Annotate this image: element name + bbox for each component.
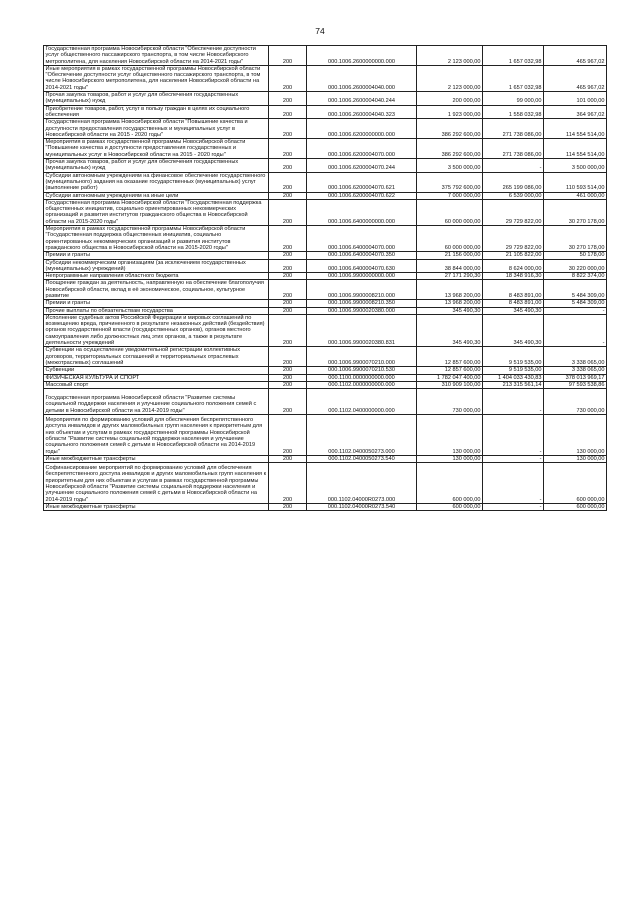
row-remainder-cell: 378 013 969,17 <box>544 374 607 381</box>
row-type-cell: 200 <box>269 65 307 91</box>
row-plan-cell: 60 000 000,00 <box>417 226 483 252</box>
row-type-cell: 200 <box>269 159 307 173</box>
row-type-cell: 200 <box>269 347 307 367</box>
row-executed-cell: 6 539 000,00 <box>483 192 544 199</box>
row-executed-cell: - <box>483 415 544 456</box>
table-row <box>44 46 607 66</box>
row-type-cell: 200 <box>269 46 307 66</box>
row-name-cell: Субсидии некоммерческим организациям (за исключением государственных (муниципальных) учреждений) <box>44 259 269 273</box>
row-code-cell: 000.1006.6200004070.622 <box>307 192 417 199</box>
row-plan-cell: 12 857 600,00 <box>417 367 483 374</box>
row-remainder-cell: 130 000,00 <box>544 415 607 456</box>
row-executed-cell: 18 348 916,30 <box>483 273 544 280</box>
row-plan-cell: 386 292 600,00 <box>417 139 483 159</box>
row-plan-cell: 2 123 000,00 <box>417 46 483 66</box>
row-remainder-cell: - <box>544 314 607 346</box>
row-code-cell: 000.1006.9900000000.000 <box>307 273 417 280</box>
page-number: 74 <box>315 26 325 36</box>
row-name-cell: Прочая закупка товаров, работ и услуг для обеспечения государственных (муниципальных) нужд <box>44 159 269 173</box>
row-plan-cell: 60 000 000,00 <box>417 199 483 225</box>
row-remainder-cell: 101 000,00 <box>544 92 607 106</box>
table-row <box>44 455 607 462</box>
row-name-cell: Премии и гранты <box>44 252 269 259</box>
row-remainder-cell: - <box>544 307 607 314</box>
row-name-cell: Приобретение товаров, работ, услуг в пользу граждан в целях их социального обеспечения <box>44 105 269 119</box>
row-code-cell: 000.1006.6200004070.621 <box>307 172 417 192</box>
row-plan-cell: 7 000 000,00 <box>417 192 483 199</box>
row-executed-cell: - <box>483 159 544 173</box>
row-plan-cell: 27 171 290,30 <box>417 273 483 280</box>
row-type-cell: 200 <box>269 192 307 199</box>
row-plan-cell: 2 123 000,00 <box>417 65 483 91</box>
row-plan-cell: 21 156 000,00 <box>417 252 483 259</box>
row-remainder-cell: 30 270 178,00 <box>544 199 607 225</box>
row-executed-cell: 9 519 535,00 <box>483 347 544 367</box>
row-executed-cell: 271 738 086,00 <box>483 139 544 159</box>
row-remainder-cell: 30 270 178,00 <box>544 226 607 252</box>
row-remainder-cell: 30 220 000,00 <box>544 259 607 273</box>
row-type-cell: 200 <box>269 307 307 314</box>
table-row <box>44 415 607 456</box>
row-plan-cell: 375 792 600,00 <box>417 172 483 192</box>
row-code-cell: 000.1006.2600004040.244 <box>307 92 417 106</box>
row-executed-cell: 1 558 032,98 <box>483 105 544 119</box>
row-remainder-cell: 50 178,00 <box>544 252 607 259</box>
row-executed-cell: 1 404 033 430,83 <box>483 374 544 381</box>
row-plan-cell: 1 782 047 400,00 <box>417 374 483 381</box>
row-type-cell: 200 <box>269 300 307 307</box>
table-row <box>44 347 607 367</box>
row-executed-cell: 1 657 032,98 <box>483 46 544 66</box>
row-name-cell: Субсидии автономным учреждениям на финансовое обеспечение государственного (муниципального) задания на оказание государственных (муниципальных) услуг (выполнение работ) <box>44 172 269 192</box>
row-name-cell: Софинансирование мероприятий по формированию условий для обеспечения беспрепятственного доступа инвалидов и других маломобильных групп населения к приоритетным для них объектам и услугам в рамках государственной программы Новосибирской области "Развитие системы социальной поддержки населения и улучшение социального положения семей с детьми в Новосибирской области на 2014-2019 годы" <box>44 463 269 504</box>
row-type-cell: 200 <box>269 389 307 415</box>
row-name-cell: Исполнение судебных актов Российской Федерации и мировых соглашений по возмещению вреда, причиненного в результате незаконных действий (бездействия) органов государственной власти (государственных органов), органов местного самоуправления либо должностных лиц этих органов, а также в результате деятельности учреждений <box>44 314 269 346</box>
row-plan-cell: 13 968 200,00 <box>417 280 483 300</box>
table-row <box>44 119 607 139</box>
row-name-cell: Массовый спорт <box>44 381 269 388</box>
row-name-cell: Мероприятия в рамках государственной программы Новосибирской области "Повышение качества и доступности предоставления государственных и муниципальных услуг в Новосибирской области на 2015 - 2020 годы" <box>44 139 269 159</box>
row-type-cell: 200 <box>269 314 307 346</box>
table-row <box>44 381 607 388</box>
row-code-cell: 000.1006.6400000000.000 <box>307 199 417 225</box>
row-executed-cell: 99 000,00 <box>483 92 544 106</box>
row-code-cell: 000.1102.0000000000.000 <box>307 381 417 388</box>
row-code-cell: 000.1006.9900020380.000 <box>307 307 417 314</box>
row-name-cell: Субвенции <box>44 367 269 374</box>
row-remainder-cell: 3 338 065,00 <box>544 367 607 374</box>
row-remainder-cell: 114 554 514,00 <box>544 119 607 139</box>
table-row <box>44 374 607 381</box>
row-code-cell: 000.1006.2600004040.000 <box>307 65 417 91</box>
row-code-cell: 000.1006.6200004070.000 <box>307 139 417 159</box>
row-name-cell: Иные межбюджетные трансферты <box>44 455 269 462</box>
row-plan-cell: 386 292 600,00 <box>417 119 483 139</box>
row-name-cell: Прочая закупка товаров, работ и услуг для обеспечения государственных (муниципальных) нужд <box>44 92 269 106</box>
row-name-cell: Государственная программа Новосибирской области "Государственная поддержка общественных инициатив, социально ориентированных некоммерческих организаций и развития институтов гражданского общества в Новосибирской области на 2015-2020 годы" <box>44 199 269 225</box>
row-remainder-cell: 130 000,00 <box>544 455 607 462</box>
row-remainder-cell: 461 000,00 <box>544 192 607 199</box>
row-code-cell: 000.1006.9900008210.000 <box>307 280 417 300</box>
row-remainder-cell: 114 554 514,00 <box>544 139 607 159</box>
table-row <box>44 314 607 346</box>
row-executed-cell: 8 483 891,00 <box>483 300 544 307</box>
row-code-cell: 000.1102.0400050273.000 <box>307 415 417 456</box>
row-name-cell: Премии и гранты <box>44 300 269 307</box>
row-executed-cell: - <box>483 463 544 504</box>
table-row <box>44 172 607 192</box>
row-code-cell: 000.1006.6400004070.350 <box>307 252 417 259</box>
row-code-cell: 000.1006.2600000000.000 <box>307 46 417 66</box>
table-row <box>44 280 607 300</box>
row-type-cell: 200 <box>269 280 307 300</box>
row-type-cell: 200 <box>269 503 307 510</box>
row-code-cell: 000.1006.6200004070.244 <box>307 159 417 173</box>
budget-table <box>43 45 607 511</box>
row-plan-cell: 600 000,00 <box>417 503 483 510</box>
row-code-cell: 000.1006.6400004070.000 <box>307 226 417 252</box>
row-name-cell: Прочие выплаты по обязательствам государства <box>44 307 269 314</box>
row-code-cell: 000.1102.0400050273.540 <box>307 455 417 462</box>
row-name-cell: Мероприятия по формированию условий для обеспечения беспрепятственного доступа инвалидов и других маломобильных групп населения к приоритетным для них объектам и услугам в рамках государственной программы Новосибирской области "Развитие системы социальной поддержки населения и улучшение социального положения семей с детьми в Новосибирской области на 2014-2019 годы" <box>44 415 269 456</box>
row-code-cell: 000.1102.04000R0273.540 <box>307 503 417 510</box>
table-row <box>44 503 607 510</box>
budget-table-body <box>44 46 607 511</box>
row-remainder-cell: 5 484 309,00 <box>544 280 607 300</box>
row-executed-cell: - <box>483 503 544 510</box>
row-remainder-cell: 465 967,02 <box>544 46 607 66</box>
row-name-cell: Государственная программа Новосибирской области "Развитие системы социальной поддержки населения и улучшение социального положения семей с детьми в Новосибирской области на 2014-2019 годы" <box>44 389 269 415</box>
row-type-cell: 200 <box>269 463 307 504</box>
row-plan-cell: 130 000,00 <box>417 415 483 456</box>
row-executed-cell: 213 315 561,14 <box>483 381 544 388</box>
row-name-cell: Субсидии автономным учреждениям на иные цели <box>44 192 269 199</box>
row-type-cell: 200 <box>269 367 307 374</box>
row-remainder-cell: 3 338 065,00 <box>544 347 607 367</box>
row-type-cell: 200 <box>269 105 307 119</box>
row-code-cell: 000.1006.6400004070.630 <box>307 259 417 273</box>
row-plan-cell: 12 857 600,00 <box>417 347 483 367</box>
row-executed-cell: 8 483 891,00 <box>483 280 544 300</box>
row-name-cell: Иные мероприятия в рамках государственной программы Новосибирской области "Обеспечение доступности услуг общественного пассажирского транспорта, в том числе Новосибирского метрополитена, для населения Новосибирской области на 2014-2021 годы" <box>44 65 269 91</box>
row-remainder-cell: 3 500 000,00 <box>544 159 607 173</box>
table-row <box>44 463 607 504</box>
row-plan-cell: 13 968 200,00 <box>417 300 483 307</box>
table-row <box>44 252 607 259</box>
row-type-cell: 200 <box>269 415 307 456</box>
row-remainder-cell: 465 967,02 <box>544 65 607 91</box>
row-name-cell: Субвенции на осуществление уведомительной регистрации коллективных договоров, территориальных соглашений и территориальных отраслевых (межотраслевых) соглашений <box>44 347 269 367</box>
row-remainder-cell: 5 484 309,00 <box>544 300 607 307</box>
row-name-cell: ФИЗИЧЕСКАЯ КУЛЬТУРА И СПОРТ <box>44 374 269 381</box>
table-row <box>44 300 607 307</box>
row-type-cell: 200 <box>269 139 307 159</box>
row-executed-cell: - <box>483 455 544 462</box>
table-row <box>44 226 607 252</box>
table-row <box>44 105 607 119</box>
row-name-cell: Иные межбюджетные трансферты <box>44 503 269 510</box>
row-type-cell: 200 <box>269 226 307 252</box>
row-name-cell: Государственная программа Новосибирской области "Повышение качества и доступности предоставления государственных и муниципальных услуг в Новосибирской области на 2015 - 2020 годы" <box>44 119 269 139</box>
row-plan-cell: 1 923 000,00 <box>417 105 483 119</box>
row-type-cell: 200 <box>269 381 307 388</box>
table-row <box>44 192 607 199</box>
table-row <box>44 389 607 415</box>
row-remainder-cell: 97 593 538,86 <box>544 381 607 388</box>
row-plan-cell: 38 844 000,00 <box>417 259 483 273</box>
row-executed-cell: - <box>483 389 544 415</box>
row-type-cell: 200 <box>269 92 307 106</box>
table-row <box>44 159 607 173</box>
row-executed-cell: 345 490,30 <box>483 314 544 346</box>
row-type-cell: 200 <box>269 259 307 273</box>
row-remainder-cell: 8 822 374,00 <box>544 273 607 280</box>
table-row <box>44 199 607 225</box>
row-remainder-cell: 730 000,00 <box>544 389 607 415</box>
row-code-cell: 000.1006.9900020380.831 <box>307 314 417 346</box>
row-executed-cell: 1 657 032,98 <box>483 65 544 91</box>
row-executed-cell: 8 624 000,00 <box>483 259 544 273</box>
row-plan-cell: 730 000,00 <box>417 389 483 415</box>
row-plan-cell: 345 490,30 <box>417 307 483 314</box>
row-type-cell: 200 <box>269 455 307 462</box>
row-executed-cell: 345 490,30 <box>483 307 544 314</box>
row-remainder-cell: 600 000,00 <box>544 463 607 504</box>
row-code-cell: 000.1102.04000R0273.000 <box>307 463 417 504</box>
table-row <box>44 259 607 273</box>
row-executed-cell: 29 729 822,00 <box>483 226 544 252</box>
row-type-cell: 200 <box>269 273 307 280</box>
row-code-cell: 000.1006.9900070210.530 <box>307 367 417 374</box>
row-code-cell: 000.1006.6200000000.000 <box>307 119 417 139</box>
row-plan-cell: 130 000,00 <box>417 455 483 462</box>
row-plan-cell: 200 000,00 <box>417 92 483 106</box>
row-type-cell: 200 <box>269 199 307 225</box>
row-code-cell: 000.1006.9900008210.350 <box>307 300 417 307</box>
row-executed-cell: 265 199 086,00 <box>483 172 544 192</box>
row-code-cell: 000.1006.9900070210.000 <box>307 347 417 367</box>
row-type-cell: 200 <box>269 172 307 192</box>
table-row <box>44 273 607 280</box>
row-type-cell: 200 <box>269 119 307 139</box>
row-remainder-cell: 364 967,02 <box>544 105 607 119</box>
table-row <box>44 92 607 106</box>
row-executed-cell: 29 729 822,00 <box>483 199 544 225</box>
row-plan-cell: 345 490,30 <box>417 314 483 346</box>
table-row <box>44 367 607 374</box>
row-executed-cell: 21 105 822,00 <box>483 252 544 259</box>
row-code-cell: 000.1006.2600004040.323 <box>307 105 417 119</box>
row-code-cell: 000.1100.0000000000.000 <box>307 374 417 381</box>
row-plan-cell: 600 000,00 <box>417 463 483 504</box>
table-row <box>44 139 607 159</box>
row-remainder-cell: 110 593 514,00 <box>544 172 607 192</box>
table-row <box>44 65 607 91</box>
row-name-cell: Непрограммные направления областного бюджета <box>44 273 269 280</box>
row-plan-cell: 3 500 000,00 <box>417 159 483 173</box>
row-executed-cell: 9 519 535,00 <box>483 367 544 374</box>
row-plan-cell: 310 909 100,00 <box>417 381 483 388</box>
row-name-cell: Мероприятия в рамках государственной программы Новосибирской области "Государственная поддержка общественных инициатив, социально ориентированных некоммерческих организаций и развития институтов гражданского общества в Новосибирской области на 2015-2020 годы" <box>44 226 269 252</box>
table-row <box>44 307 607 314</box>
row-name-cell: Поощрение граждан за деятельность, направленную на обеспечение благополучия Новосибирской области, вклад в её экономическое, социальное, культурное развитие <box>44 280 269 300</box>
row-type-cell: 200 <box>269 374 307 381</box>
row-code-cell: 000.1102.0400000000.000 <box>307 389 417 415</box>
row-executed-cell: 271 738 086,00 <box>483 119 544 139</box>
row-remainder-cell: 600 000,00 <box>544 503 607 510</box>
row-type-cell: 200 <box>269 252 307 259</box>
row-name-cell: Государственная программа Новосибирской области "Обеспечение доступности услуг общественного пассажирского транспорта, в том числе Новосибирского метрополитена, для населения Новосибирской области на 2014-2021 годы" <box>44 46 269 66</box>
